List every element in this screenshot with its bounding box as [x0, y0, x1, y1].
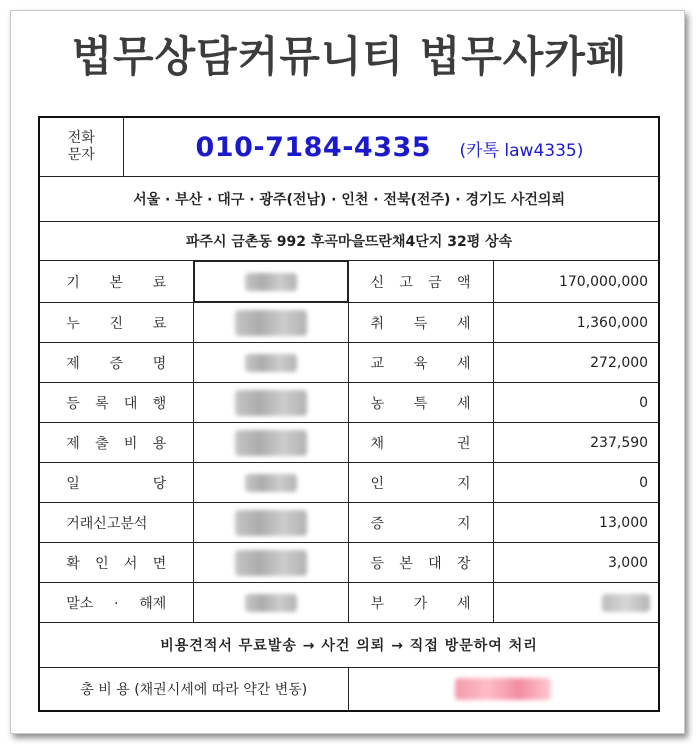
regions-row [39, 177, 659, 222]
phone-number[interactable]: 010-7184-4335 [195, 131, 432, 163]
fee-label: 말소 · 해제 [39, 583, 193, 623]
tax-value: 237,590 [493, 423, 659, 463]
tax-value: 272,000 [493, 343, 659, 383]
table-row [39, 261, 659, 303]
tax-value: 170,000,000 [493, 261, 659, 303]
tax-value: 1,360,000 [493, 303, 659, 343]
page-title: 법무상담커뮤니티 법무사카페 [71, 32, 628, 81]
fee-label: 누 진 료 [39, 303, 193, 343]
estimate-table [38, 116, 660, 712]
fee-label: 확 인 서 면 [39, 543, 193, 583]
contact-label-text: 문자 [67, 147, 95, 163]
tax-label: 부 가 세 [348, 583, 493, 623]
process-row [39, 623, 659, 668]
tax-label: 등 본 대 장 [348, 543, 493, 583]
service-regions: 서울 · 부산 · 대구 · 광주(전남) · 인천 · 전북(전주) · 경기도 사건의뢰 [39, 177, 659, 222]
total-row [39, 668, 659, 712]
contact-info [123, 117, 659, 177]
fee-label: 기 본 료 [39, 261, 193, 303]
tax-value: 0 [493, 463, 659, 503]
table-row [39, 383, 659, 423]
fee-value-redacted [193, 583, 348, 623]
table-row [39, 463, 659, 503]
fee-value-redacted [193, 343, 348, 383]
tax-value: 3,000 [493, 543, 659, 583]
fee-label: 제 출 비 용 [39, 423, 193, 463]
contact-label-phone: 전화 [67, 130, 95, 146]
table-row [39, 583, 659, 623]
process-steps: 비용견적서 무료발송 → 사건 의뢰 → 직접 방문하여 처리 [39, 623, 659, 668]
contact-label [39, 117, 123, 177]
tax-label: 교 육 세 [348, 343, 493, 383]
fee-value-redacted [194, 261, 348, 302]
fee-value-redacted [193, 383, 348, 423]
tax-value: 0 [493, 383, 659, 423]
tax-label: 신 고 금 액 [348, 261, 493, 303]
table-row [39, 503, 659, 543]
fee-value-redacted [193, 503, 348, 543]
fee-value-redacted [193, 303, 348, 343]
fee-value-redacted [193, 463, 348, 503]
fee-label: 제 증 명 [39, 343, 193, 383]
fee-label: 등 록 대 행 [39, 383, 193, 423]
case-caption: 파주시 금촌동 992 후곡마을뜨란채4단지 32평 상속 [39, 222, 659, 261]
table-row [39, 303, 659, 343]
total-label: 총 비 용 (채권시세에 따라 약간 변동) [39, 668, 348, 712]
fee-value-redacted [193, 543, 348, 583]
tax-label: 증 지 [348, 503, 493, 543]
fee-label: 거래신고분석 [39, 503, 193, 543]
table-row [39, 423, 659, 463]
total-value-redacted [348, 668, 659, 712]
contact-row [39, 117, 659, 177]
caption-row [39, 222, 659, 261]
tax-label: 농 특 세 [348, 383, 493, 423]
fee-value-redacted [193, 423, 348, 463]
kakao-id: (카톡 law4335) [459, 140, 584, 161]
fee-label: 일 당 [39, 463, 193, 503]
tax-label: 취 득 세 [348, 303, 493, 343]
table-row [39, 543, 659, 583]
tax-value-redacted [493, 583, 659, 623]
tax-label: 인 지 [348, 463, 493, 503]
tax-value: 13,000 [493, 503, 659, 543]
tax-label: 채 권 [348, 423, 493, 463]
table-row [39, 343, 659, 383]
